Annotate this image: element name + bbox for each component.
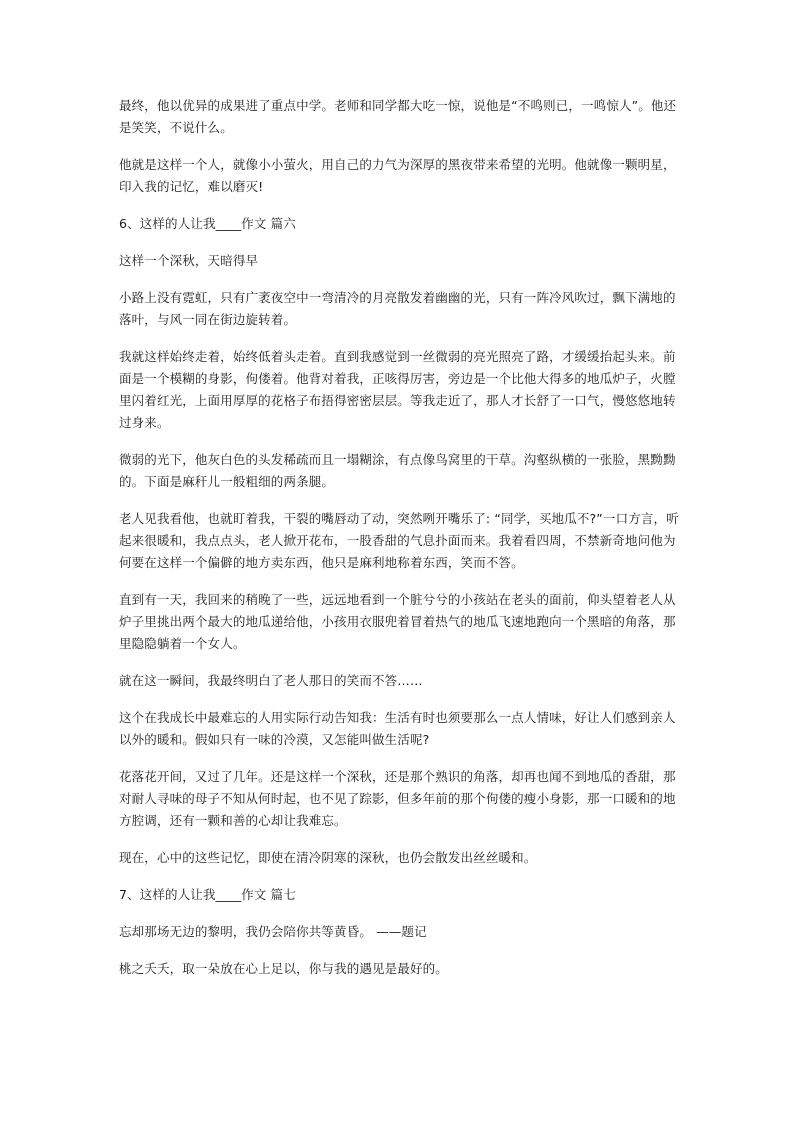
paragraph-walking: 我就这样始终走着，始终低着头走着。直到我感觉到一丝微弱的亮光照亮了路，才缓缓抬起头来。前面是一个模糊的身影，佝偻着。他背对着我，正咳得厉害，旁边是一个比他大得多的地瓜炉子，火膛里闪着红光，上面用厚厚的花格子布捂得密密层层。等我走近了，那人才长舒了一口气，慢悠悠地转过身来。: [119, 349, 676, 430]
paragraph-years-later: 花落花开间，又过了几年。还是这样一个深秋，还是那个熟识的角落，却再也闻不到地瓜的香甜，那对耐人寻味的母子不知从何时起，也不见了踪影，但多年前的那个佝偻的瘦小身影，那一口暖和的地方腔调，还有一颗和善的心却让我难忘。: [119, 769, 676, 828]
paragraph-road: 小路上没有霓虹，只有广袤夜空中一弯清冷的月亮散发着幽幽的光，只有一阵冷风吹过，飘下满地的落叶，与风一同在街边旋转着。: [119, 290, 676, 327]
paragraph-one-day: 直到有一天，我回来的稍晚了一些，远远地看到一个脏兮兮的小孩站在老头的面前，仰头望着老人从炉子里挑出两个最大的地瓜递给他，小孩用衣服兜着冒着热气的地瓜飞速地跑向一个黑暗的角落，那里隐隐躺着一个女人。: [119, 592, 676, 651]
paragraph-epigraph: 忘却那场无边的黎明，我仍会陪你共等黄昏。 ——题记: [119, 924, 427, 939]
paragraph-peach-blossom: 桃之夭夭，取一朵放在心上足以，你与我的遇见是最好的。: [119, 961, 448, 976]
paragraph-late-autumn: 这样一个深秋，天暗得早: [119, 253, 259, 268]
paragraph-moment: 就在这一瞬间，我最终明白了老人那日的笑而不答……: [119, 673, 423, 688]
section-heading-6: 6、这样的人让我____作文 篇六: [119, 216, 296, 231]
paragraph-old-man-look: 微弱的光下，他灰白色的头发稀疏而且一塌糊涂，有点像鸟窝里的干草。沟壑纵横的一张脸，黑黝黝的。下面是麻秆儿一般粗细的两条腿。: [119, 452, 676, 489]
paragraph-memories: 现在，心中的这些记忆，即使在清冷阴寒的深秋，也仍会散发出丝丝暖和。: [119, 850, 537, 865]
paragraph-lesson: 这个在我成长中最难忘的人用实际行动告知我：生活有时也须要那么一点人情味，好让人们感到亲人以外的暖和。假如只有一味的冷漠，又怎能叫做生活呢?: [119, 710, 676, 747]
document-page: [119, 95, 679, 980]
paragraph-firefly: 他就是这样一个人，就像小小萤火，用自己的力气为深厚的黑夜带来希望的光明。他就像一颗明星，印入我的记忆，难以磨灭!: [119, 157, 676, 194]
paragraph-ending: 最终，他以优异的成果进了重点中学。老师和同学都大吃一惊，说他是“不鸣则已，一鸣惊人”。他还是笑笑，不说什么。: [119, 98, 677, 135]
section-heading-7: 7、这样的人让我____作文 篇七: [119, 887, 296, 902]
paragraph-sweet-potato: 老人见我看他，也就盯着我，干裂的嘴唇动了动，突然咧开嘴乐了: “同学，买地瓜不?”一口方言，听起来很暖和，我点点头，老人掀开花布，一股香甜的气息扑面而来。我着看四周，不禁新奇地问他为何要在这样一个偏僻的地方卖东西，他只是麻利地称着东西，笑而不答。: [119, 511, 679, 570]
